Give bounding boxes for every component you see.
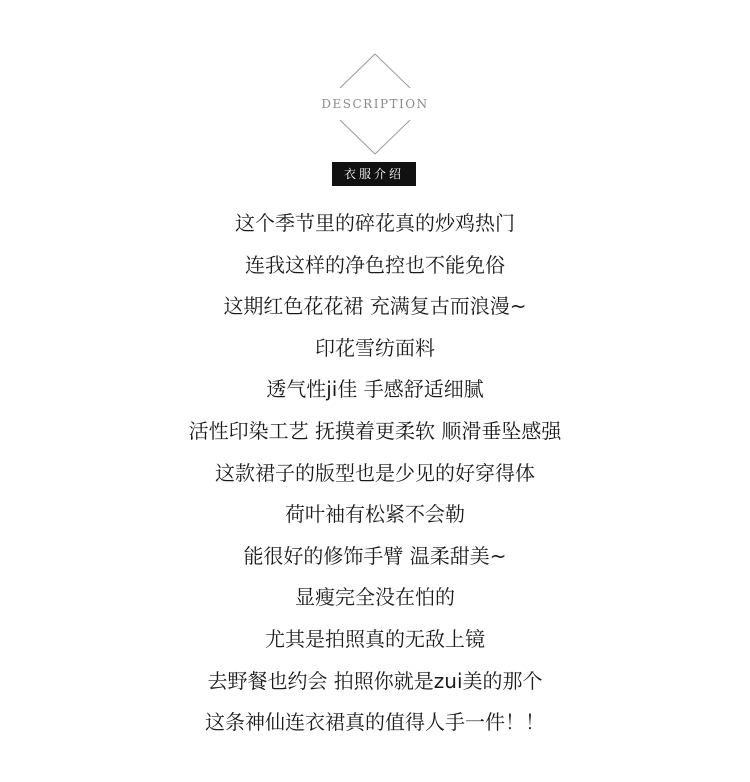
clothing-intro-badge: 衣服介绍 [332, 162, 416, 186]
description-line: 显瘦完全没在怕的 [295, 585, 455, 610]
description-line: 这条神仙连衣裙真的值得人手一件！！ [205, 710, 545, 735]
description-line: 能很好的修饰手臂 温柔甜美~ [243, 543, 507, 568]
description-line: 这期红色花花裙 充满复古而浪漫~ [223, 294, 527, 319]
description-line: 活性印染工艺 抚摸着更柔软 顺滑垂坠感强 [188, 418, 562, 443]
diamond-ornament [0, 0, 750, 170]
description-line: 印花雪纺面料 [315, 335, 435, 360]
description-line: 荷叶袖有松紧不会勒 [285, 502, 465, 527]
description-line: 这个季节里的碎花真的炒鸡热门 [235, 211, 515, 235]
description-line: 去野餐也约会 拍照你就是zui美的那个 [207, 668, 543, 693]
diamond-top-stroke [340, 54, 410, 88]
diamond-bottom-stroke [340, 120, 410, 154]
description-line: 这款裙子的版型也是少见的好穿得体 [215, 460, 535, 485]
description-line: 透气性ji佳 手感舒适细腻 [266, 377, 484, 402]
description-line: 连我这样的净色控也不能免俗 [245, 252, 505, 277]
description-text-block [0, 203, 750, 744]
description-line: 尤其是拍照真的无敌上镜 [265, 626, 485, 651]
description-heading: DESCRIPTION [321, 97, 429, 111]
